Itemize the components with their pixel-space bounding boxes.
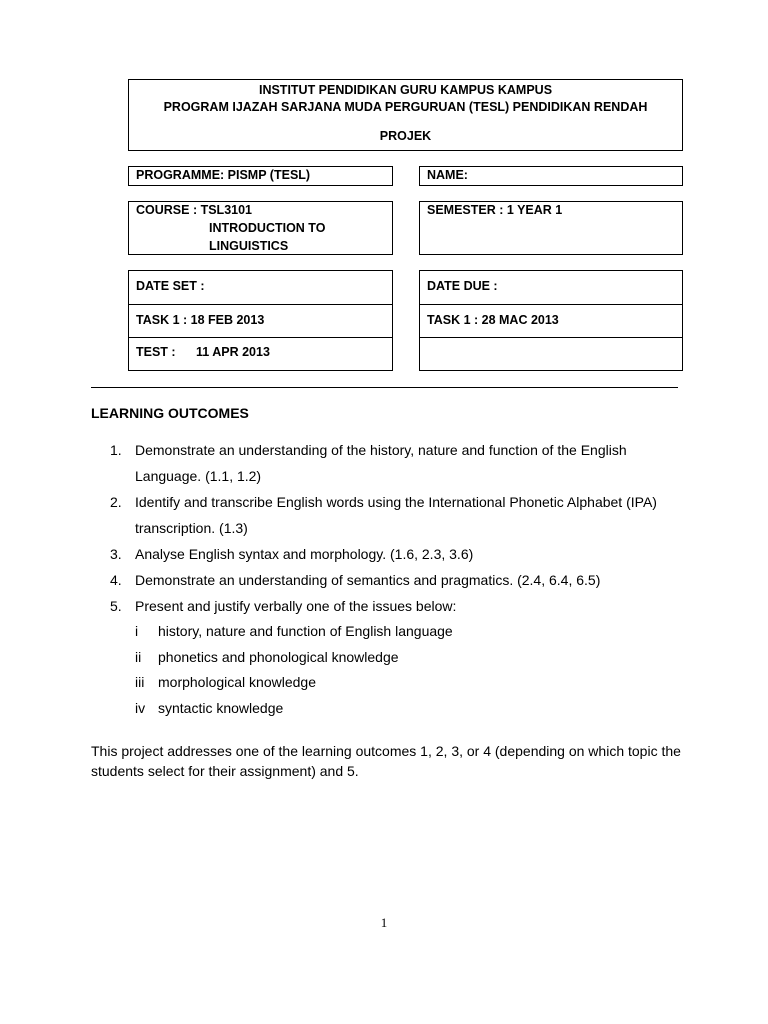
item-text: syntactic knowledge bbox=[158, 699, 284, 716]
task1-set-cell bbox=[128, 304, 393, 338]
item-number: iv bbox=[135, 699, 146, 716]
page-number: 1 bbox=[380, 915, 388, 930]
test-label: TEST : bbox=[136, 345, 176, 359]
task1-due-date: TASK 1 : 28 MAC 2013 bbox=[427, 313, 559, 327]
item-number: 5. bbox=[110, 598, 122, 614]
date-due-label: DATE DUE : bbox=[427, 279, 498, 293]
item-text: phonetics and phonological knowledge bbox=[158, 648, 399, 665]
name-cell bbox=[419, 166, 683, 186]
list-item bbox=[110, 593, 680, 619]
list-item bbox=[110, 437, 680, 489]
task1-set-date: TASK 1 : 18 FEB 2013 bbox=[136, 313, 265, 327]
item-text: Demonstrate an understanding of the history, nature and function of the English Language. (1.1, 1.2) bbox=[135, 442, 627, 484]
programme-full-name: PROGRAM IJAZAH SARJANA MUDA PERGURUAN (TESL) PENDIDIKAN RENDAH bbox=[163, 100, 648, 114]
test-date: 11 APR 2013 bbox=[196, 345, 270, 359]
item-text: Present and justify verbally one of the issues below: bbox=[135, 598, 457, 614]
date-due-cell bbox=[419, 270, 683, 305]
item-text: history, nature and function of English language bbox=[158, 623, 453, 639]
test-cell bbox=[128, 337, 393, 371]
semester-label: SEMESTER : 1 YEAR 1 bbox=[427, 203, 563, 217]
document-header: INSTITUT PENDIDIKAN GURU KAMPUS KAMPUS PROGRAM IJAZAH SARJANA MUDA PERGURUAN (TESL) PENDIDIKAN RENDAH PROJEK bbox=[128, 79, 683, 151]
item-text: Identify and transcribe English words using the International Phonetic Alphabet (IPA) transcription. (1.3) bbox=[135, 494, 657, 536]
issues-sublist bbox=[135, 619, 453, 721]
list-item bbox=[110, 541, 680, 567]
list-item bbox=[135, 645, 453, 671]
divider bbox=[91, 387, 678, 388]
course-code: COURSE : TSL3101 bbox=[136, 203, 253, 217]
date-set-cell bbox=[128, 270, 393, 305]
date-set-label: DATE SET : bbox=[136, 279, 205, 293]
list-item bbox=[110, 489, 680, 541]
list-item bbox=[110, 567, 680, 593]
list-item bbox=[135, 696, 453, 722]
item-number: iii bbox=[135, 674, 145, 690]
item-number: 2. bbox=[110, 494, 122, 510]
item-number: 4. bbox=[110, 572, 122, 588]
item-number: i bbox=[135, 623, 139, 639]
task1-due-cell bbox=[419, 304, 683, 338]
course-title-line1: INTRODUCTION TO bbox=[209, 221, 326, 235]
list-item bbox=[135, 619, 453, 645]
project-note-paragraph: This project addresses one of the learning outcomes 1, 2, 3, or 4 (depending on which topic the students select for their assignment) and 5. bbox=[91, 743, 681, 779]
item-number: ii bbox=[135, 648, 142, 665]
learning-outcomes-list bbox=[110, 437, 680, 619]
item-text: Analyse English syntax and morphology. (1.6, 2.3, 3.6) bbox=[135, 546, 474, 562]
semester-cell bbox=[419, 201, 683, 255]
course-title-line2: LINGUISTICS bbox=[209, 239, 289, 253]
course-cell bbox=[128, 201, 393, 255]
institute-name: INSTITUT PENDIDIKAN GURU KAMPUS KAMPUS bbox=[258, 83, 553, 97]
item-number: 3. bbox=[110, 546, 122, 562]
name-label: NAME: bbox=[427, 168, 468, 182]
programme-cell bbox=[128, 166, 393, 186]
item-text: Demonstrate an understanding of semantics and pragmatics. (2.4, 6.4, 6.5) bbox=[135, 572, 601, 588]
item-text: morphological knowledge bbox=[158, 674, 316, 690]
empty-cell bbox=[419, 337, 683, 371]
programme-label: PROGRAMME: PISMP (TESL) bbox=[136, 168, 311, 182]
item-number: 1. bbox=[110, 442, 122, 458]
learning-outcomes-title: LEARNING OUTCOMES bbox=[91, 405, 249, 421]
list-item bbox=[135, 670, 453, 696]
